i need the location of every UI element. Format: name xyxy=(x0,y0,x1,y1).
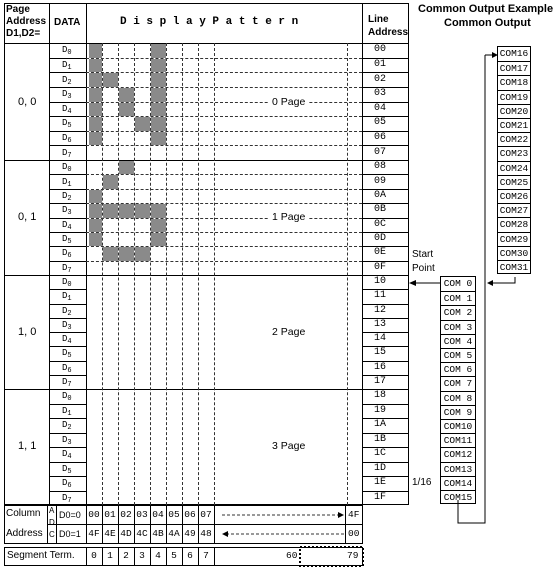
data-bit-label: $D_3$ xyxy=(62,434,72,447)
adc1-value: 4C xyxy=(136,528,148,539)
data-bit-label: $D_4$ xyxy=(62,334,72,347)
data-bit-label: $D_3$ xyxy=(62,89,72,102)
com-output-cell: COM23 xyxy=(499,148,529,160)
com-output-cell: COM 4 xyxy=(441,334,475,348)
duty-label: 1/16 xyxy=(412,477,432,488)
com-output-cell: COM 1 xyxy=(441,291,475,305)
data-bit-label: $D_5$ xyxy=(62,118,72,131)
line-address: 07 xyxy=(374,146,387,158)
line-address: 04 xyxy=(374,102,387,114)
line-address: 03 xyxy=(374,88,387,100)
data-bit-label: $D_6$ xyxy=(62,478,72,491)
adc0-value: 03 xyxy=(136,509,148,520)
com-output-cell: COM27 xyxy=(499,205,529,217)
data-bit-label: $D_6$ xyxy=(62,362,72,375)
line-address: 12 xyxy=(374,304,387,316)
segment-value: 3 xyxy=(139,550,145,561)
adc-side-d: D xyxy=(49,518,55,527)
line-address: 02 xyxy=(374,73,387,85)
data-bit-label: $D_5$ xyxy=(62,234,72,247)
data-bit-label: $D_4$ xyxy=(62,103,72,116)
line-address: 08 xyxy=(374,161,387,173)
com-output-cell: COM 0 xyxy=(443,278,473,289)
adc0-value: 06 xyxy=(184,509,196,520)
page-address-10: 1, 0 xyxy=(18,326,37,338)
segment-value: 5 xyxy=(171,550,177,561)
line-address: 18 xyxy=(374,390,387,402)
com-output-cell: COM22 xyxy=(499,134,529,146)
com-output-cell: COM 9 xyxy=(441,405,475,419)
data-bit-label: $D_0$ xyxy=(62,45,72,58)
data-bit-label: $D_7$ xyxy=(62,376,72,389)
com-output-cell: COM 2 xyxy=(441,305,475,319)
page-label-0: 0 Page xyxy=(268,97,309,107)
data-bit-label: $D_2$ xyxy=(62,190,72,203)
com-output-cell: COM18 xyxy=(499,77,529,89)
adc0-value: 02 xyxy=(120,509,132,520)
page-label-3: 3 Page xyxy=(268,441,309,451)
line-address: 06 xyxy=(374,132,387,144)
adc0-value: 07 xyxy=(200,509,212,520)
com-output-cell: COM30 xyxy=(499,247,529,259)
line-address: 09 xyxy=(374,175,387,187)
data-bit-label: $D_1$ xyxy=(62,405,72,418)
adc0-label: D0=0 xyxy=(59,510,81,520)
page-address-header-line3: D1,D2= xyxy=(6,28,41,39)
column-address-label-1: Column xyxy=(6,508,41,519)
com-output-cell: COM25 xyxy=(499,176,529,188)
line-address: 14 xyxy=(374,333,387,345)
page-label-1: 1 Page xyxy=(268,212,309,222)
segment-value: 0 xyxy=(91,550,97,561)
com-output-cell: COM15 xyxy=(441,490,475,504)
segment-60: 60 xyxy=(286,550,298,561)
line-address: 1C xyxy=(374,448,387,460)
page-address-header-line1: Page xyxy=(6,4,30,15)
page-address-00: 0, 0 xyxy=(18,96,37,108)
com-output-cell: COM 8 xyxy=(441,391,475,405)
adc1-end-value: 00 xyxy=(348,528,360,539)
line-address: 0C xyxy=(374,218,387,230)
data-bit-label: $D_4$ xyxy=(62,219,72,232)
data-bit-label: $D_7$ xyxy=(62,262,72,275)
line-address: 0B xyxy=(374,204,387,216)
adc0-value: 01 xyxy=(104,509,116,520)
line-address: 1B xyxy=(374,433,387,445)
com-output-cell: COM20 xyxy=(499,105,529,117)
data-bit-label: $D_7$ xyxy=(62,147,72,160)
data-bit-label: $D_5$ xyxy=(62,348,72,361)
data-bit-label: $D_0$ xyxy=(62,162,72,175)
data-bit-label: $D_2$ xyxy=(62,420,72,433)
com-output-cell: COM 6 xyxy=(441,362,475,376)
line-address: 16 xyxy=(374,361,387,373)
com-output-cell: COM24 xyxy=(499,162,529,174)
line-address-header-line2: Address xyxy=(368,27,409,38)
com-output-cell: COM11 xyxy=(441,433,475,447)
line-address: 17 xyxy=(374,375,387,387)
data-bit-label: $D_4$ xyxy=(62,449,72,462)
line-address: 0E xyxy=(374,247,387,259)
line-address: 1F xyxy=(374,491,387,503)
com-output-cell: COM28 xyxy=(499,219,529,231)
data-bit-label: $D_5$ xyxy=(62,463,72,476)
adc1-value: 4A xyxy=(168,528,180,539)
adc1-value: 4B xyxy=(152,528,164,539)
start-point-label-2: Point xyxy=(412,263,435,274)
adc0-end-value: 4F xyxy=(348,509,360,520)
com-output-cell: COM14 xyxy=(441,476,475,490)
com-output-cell: COM 5 xyxy=(441,348,475,362)
com-output-cell: COM19 xyxy=(499,91,529,103)
page-label-2: 2 Page xyxy=(268,327,309,337)
segment-value: 4 xyxy=(155,550,161,561)
adc0-value: 04 xyxy=(152,509,164,520)
data-header: DATA xyxy=(54,17,81,28)
page-address-01: 0, 1 xyxy=(18,211,37,223)
line-address: 01 xyxy=(374,58,387,70)
adc1-value: 4F xyxy=(88,528,100,539)
adc1-value: 4E xyxy=(104,528,116,539)
adc1-value: 4D xyxy=(120,528,132,539)
com-output-cell: COM17 xyxy=(499,63,529,75)
com-output-cell: COM 3 xyxy=(441,320,475,334)
data-bit-label: $D_1$ xyxy=(62,291,72,304)
com-output-cell: COM26 xyxy=(499,191,529,202)
adc0-value: 00 xyxy=(88,509,100,520)
line-address: 11 xyxy=(374,290,387,302)
data-bit-label: $D_3$ xyxy=(62,319,72,332)
common-output-title: Common Output Example xyxy=(418,3,553,15)
data-bit-label: $D_1$ xyxy=(62,59,72,72)
data-bit-label: $D_2$ xyxy=(62,74,72,87)
com-output-cell: COM13 xyxy=(441,462,475,476)
adc1-value: 48 xyxy=(200,528,212,539)
line-address: 13 xyxy=(374,318,387,330)
com-output-cell: COM31 xyxy=(499,262,529,273)
data-bit-label: $D_1$ xyxy=(62,176,72,189)
line-address: 0F xyxy=(374,261,387,273)
line-address: 1A xyxy=(374,419,387,431)
segment-value: 2 xyxy=(123,550,129,561)
segment-value: 1 xyxy=(107,550,113,561)
com-output-cell: COM10 xyxy=(441,419,475,433)
adc-side-a: A xyxy=(49,506,55,515)
data-bit-label: $D_0$ xyxy=(62,391,72,404)
segment-value: 7 xyxy=(203,550,209,561)
segment-value: 6 xyxy=(187,550,193,561)
data-bit-label: $D_0$ xyxy=(62,277,72,290)
start-point-label-1: Start xyxy=(412,249,434,260)
page-address-header-line2: Address xyxy=(6,16,47,27)
data-bit-label: $D_2$ xyxy=(62,305,72,318)
line-address-header-line1: Line xyxy=(368,14,389,25)
line-address: 00 xyxy=(374,44,387,56)
segment-label: Segment Term. xyxy=(7,550,75,561)
line-address: 1D xyxy=(374,462,387,474)
adc1-value: 49 xyxy=(184,528,196,539)
line-address: 19 xyxy=(374,404,387,416)
common-output-subtitle: Common Output xyxy=(444,17,531,29)
data-bit-label: $D_6$ xyxy=(62,133,72,146)
line-address: 15 xyxy=(374,347,387,359)
adc0-value: 05 xyxy=(168,509,180,520)
data-bit-label: $D_7$ xyxy=(62,492,72,505)
line-address: 0D xyxy=(374,233,387,245)
com-output-cell: COM21 xyxy=(499,120,529,131)
page-address-11: 1, 1 xyxy=(18,440,37,452)
line-address: 10 xyxy=(374,276,387,288)
display-pattern-header: D i s p l a y P a t t e r n xyxy=(120,16,299,28)
data-bit-label: $D_6$ xyxy=(62,248,72,261)
line-address: 0A xyxy=(374,189,387,201)
segment-79: 79 xyxy=(347,550,359,561)
com-output-cell: COM12 xyxy=(441,447,475,461)
com-output-cell: COM16 xyxy=(499,48,529,59)
column-address-label-2: Address xyxy=(6,528,43,539)
adc-side-c: C xyxy=(49,530,55,539)
line-address: 1E xyxy=(374,477,387,489)
com-output-cell: COM 7 xyxy=(441,376,475,390)
adc1-label: D0=1 xyxy=(59,529,81,539)
data-bit-label: $D_3$ xyxy=(62,205,72,218)
line-address: 05 xyxy=(374,117,387,129)
com-output-cell: COM29 xyxy=(499,233,529,245)
